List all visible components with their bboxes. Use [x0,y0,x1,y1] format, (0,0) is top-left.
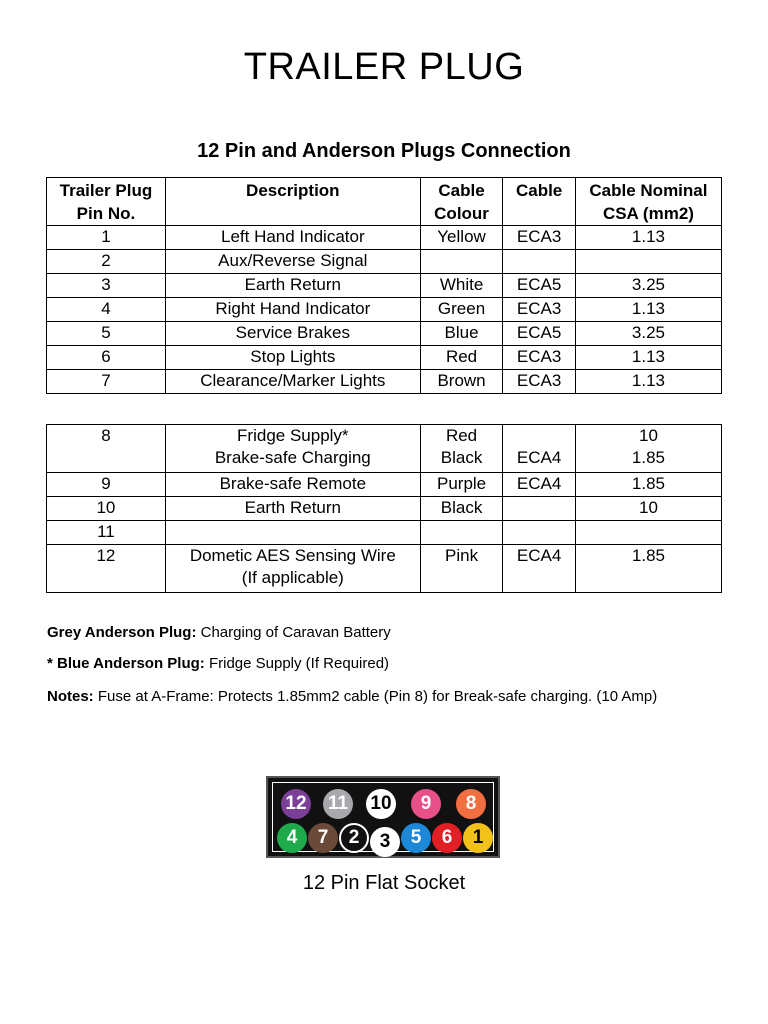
cell-csa [575,274,721,298]
table-row [47,473,722,497]
cell-colour [420,497,503,521]
cell-cable [503,521,576,545]
cell-line: Red [445,426,478,445]
cell-pin: 5 [47,322,166,346]
cell-line: 1.85 [631,546,665,565]
cell-colour [420,473,503,497]
cell-description [165,250,420,274]
cell-line: Purple [436,474,487,493]
cell-pin: 12 [47,545,166,593]
cell-line: ECA4 [516,546,562,565]
cell-line: 3.25 [631,275,665,294]
cell-description [165,346,420,370]
header-description: Description [165,178,420,226]
pin-4: 4 [277,823,307,853]
cell-colour [420,274,503,298]
cell-cable [503,346,576,370]
cell-csa [575,322,721,346]
cell-cable [503,545,576,593]
cell-line: ECA5 [516,323,562,342]
page-subtitle: 12 Pin and Anderson Plugs Connection [197,140,571,162]
cell-colour [420,298,503,322]
socket-face [272,782,494,852]
cell-colour [420,545,503,593]
cell-line: Pink [445,546,479,565]
cell-line: ECA4 [516,448,562,467]
socket-caption: 12 Pin Flat Socket [302,872,466,894]
cell-line: Brake-safe Remote [219,474,367,493]
note-blue-anderson: * Blue Anderson Plug: Fridge Supply (If Required) [47,655,390,672]
header-csa: Cable Nominal CSA (mm2) [575,178,721,226]
cell-csa [575,497,721,521]
cell-description [165,298,420,322]
pin-3: 3 [370,827,400,857]
pin-table-1 [46,177,722,394]
cell-description [165,226,420,250]
cell-description [165,370,420,394]
cell-pin: 4 [47,298,166,322]
cell-line: Dometic AES Sensing Wire [189,546,396,565]
cell-csa [575,298,721,322]
table-row [47,425,722,473]
table-row [47,370,722,394]
cell-line: Stop Lights [250,347,336,366]
pin-8: 8 [456,789,486,819]
cell-line: Aux/Reverse Signal [218,251,368,270]
cell-pin: 11 [47,521,166,545]
pin-1: 1 [463,823,493,853]
cell-description [165,545,420,593]
cell-line: Earth Return [244,275,341,294]
cell-line: (If applicable) [241,568,344,587]
cell-description [165,497,420,521]
cell-line: ECA4 [516,474,562,493]
cell-pin: 6 [47,346,166,370]
cell-line: Black [440,448,483,467]
cell-cable [503,274,576,298]
cell-line: 1.13 [631,299,665,318]
pin-10: 10 [366,789,396,819]
cell-cable [503,250,576,274]
cell-line: 1.13 [631,227,665,246]
cell-pin: 1 [47,226,166,250]
cell-description [165,274,420,298]
cell-line: Green [437,299,486,318]
table-row [47,250,722,274]
header-colour: Cable Colour [420,178,503,226]
cell-cable [503,425,576,473]
cell-colour [420,425,503,473]
table-row [47,521,722,545]
cell-line: 1.13 [631,371,665,390]
cell-description [165,473,420,497]
table-row [47,226,722,250]
pin-table-2 [46,424,722,593]
cell-cable [503,322,576,346]
cell-csa [575,521,721,545]
note-grey-anderson: Grey Anderson Plug: Charging of Caravan Battery [47,624,391,641]
cell-line: Blue [444,323,479,342]
cell-line: Clearance/Marker Lights [200,371,386,390]
pin-7: 7 [308,823,338,853]
cell-line: Earth Return [244,498,341,517]
pin-2: 2 [339,823,369,853]
cell-line: Black [440,498,483,517]
cell-line: 10 [638,426,658,445]
cell-colour [420,226,503,250]
cell-cable [503,298,576,322]
cell-colour [420,370,503,394]
cell-colour [420,250,503,274]
note-fuse: Notes: Fuse at A-Frame: Protects 1.85mm2 cable (Pin 8) for Break-safe charging. (10 Amp) [47,688,658,705]
cell-line: Brown [437,371,486,390]
cell-pin: 7 [47,370,166,394]
cell-pin: 2 [47,250,166,274]
cell-line: White [439,275,484,294]
table-row [47,346,722,370]
table-row [47,274,722,298]
cell-pin: 9 [47,473,166,497]
cell-description [165,425,420,473]
cell-cable [503,226,576,250]
cell-csa [575,545,721,593]
cell-cable [503,370,576,394]
table-row [47,322,722,346]
cell-csa [575,425,721,473]
cell-description [165,521,420,545]
header-pin: Trailer Plug Pin No. [47,178,166,226]
header-cable: Cable [503,178,576,226]
cell-line: Fridge Supply* [237,426,349,445]
pin-12: 12 [281,789,311,819]
cell-line: 1.85 [631,474,665,493]
cell-line: Brake-safe Charging [214,448,371,467]
cell-description [165,322,420,346]
cell-line: 1.85 [631,448,665,467]
cell-csa [575,370,721,394]
pin-11: 11 [323,789,353,819]
cell-colour [420,346,503,370]
cell-csa [575,473,721,497]
cell-line: Right Hand Indicator [215,299,371,318]
cell-line: 1.13 [631,347,665,366]
cell-csa [575,226,721,250]
table-row [47,298,722,322]
socket-diagram [266,776,500,858]
cell-line: ECA5 [516,275,562,294]
table-row [47,545,722,593]
cell-cable [503,473,576,497]
cell-pin: 10 [47,497,166,521]
cell-pin: 8 [47,425,166,473]
pin-5: 5 [401,823,431,853]
pin-9: 9 [411,789,441,819]
cell-line: ECA3 [516,299,562,318]
cell-line: 10 [638,498,658,517]
page-title: TRAILER PLUG [243,46,525,88]
cell-line: Red [445,347,478,366]
table-header-row [47,178,722,226]
pin-6: 6 [432,823,462,853]
cell-csa [575,250,721,274]
cell-colour [420,322,503,346]
cell-colour [420,521,503,545]
table-row [47,497,722,521]
cell-line: Service Brakes [235,323,350,342]
cell-line: ECA3 [516,347,562,366]
cell-line: ECA3 [516,371,562,390]
cell-line: 3.25 [631,323,665,342]
cell-line: Yellow [437,227,486,246]
cell-line: Left Hand Indicator [220,227,365,246]
cell-pin: 3 [47,274,166,298]
cell-cable [503,497,576,521]
cell-csa [575,346,721,370]
cell-line: ECA3 [516,227,562,246]
